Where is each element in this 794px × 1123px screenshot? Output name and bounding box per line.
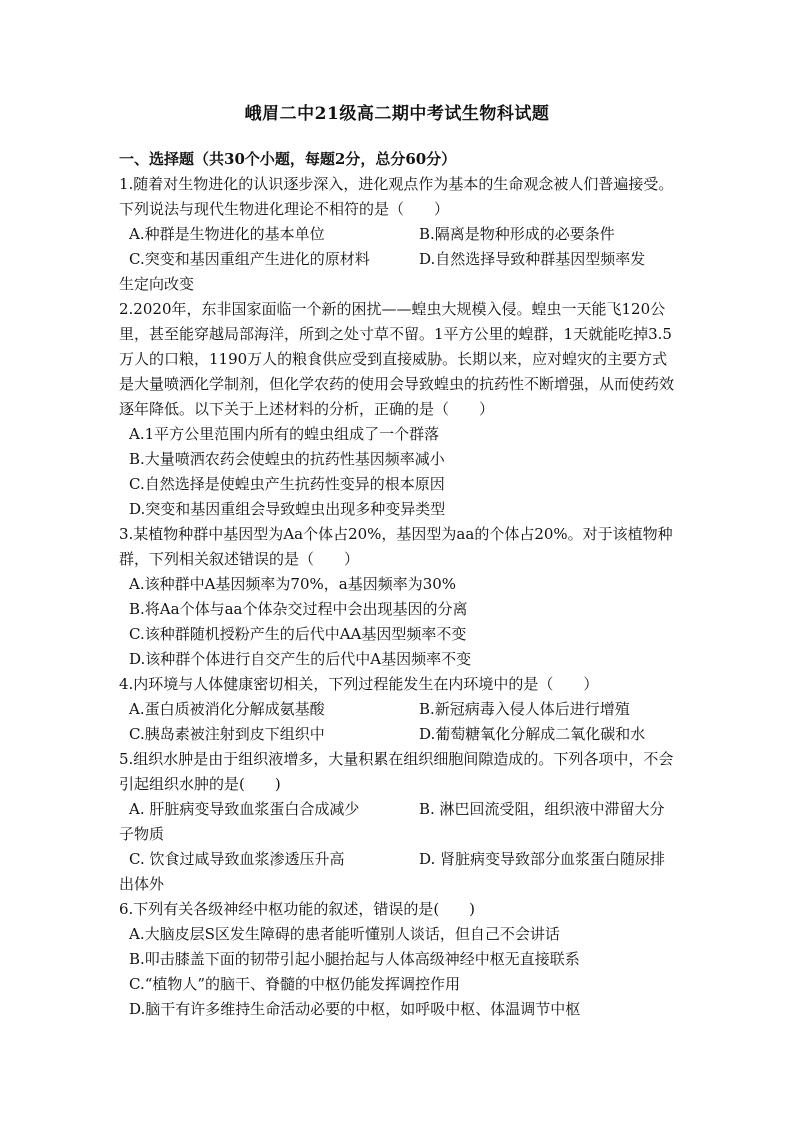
question-2-option-d: D.突变和基因重组会导致蝗虫出现多种变异类型 bbox=[129, 500, 446, 518]
page-title: 峨眉二中21级高二期中考试生物科试题 bbox=[244, 104, 550, 124]
question-6-option-c: C.“植物人”的脑干、脊髓的中枢仍能发挥调控作用 bbox=[129, 975, 461, 993]
question-1-stem: 1.随着对生物进化的认识逐步深入，进化观点作为基本的生命观念被人们普遍接受。下列说法与现代生物进化理论不相符的是（ ） bbox=[119, 175, 674, 218]
question-5-option-b-continued: 子物质 bbox=[119, 825, 165, 843]
question-4-options-row-2 bbox=[119, 722, 679, 747]
question-3-option-c: C.该种群随机授粉产生的后代中AA基因型频率不变 bbox=[129, 625, 467, 643]
question-1-option-a: A.种群是生物进化的基本单位 bbox=[129, 225, 325, 243]
question-1-options-row-1 bbox=[119, 222, 679, 247]
question-5-option-a: A. 肝脏病变导致血浆蛋白合成减少 bbox=[129, 800, 360, 818]
question-5-option-b: B. 淋巴回流受阻，组织液中滞留大分 bbox=[419, 800, 665, 818]
question-1-option-b: B.隔离是物种形成的必要条件 bbox=[419, 225, 615, 243]
question-5-options-row-1 bbox=[119, 797, 679, 822]
section-heading: 一、选择题（共30个小题，每题2分，总分60分） bbox=[119, 150, 457, 168]
question-6-option-a: A.大脑皮层S区发生障碍的患者能听懂别人谈话，但自己不会讲话 bbox=[129, 925, 560, 943]
question-2-option-a: A.1平方公里范围内所有的蝗虫组成了一个群落 bbox=[129, 425, 440, 443]
question-3-option-d: D.该种群个体进行自交产生的后代中A基因频率不变 bbox=[129, 650, 472, 668]
question-5-stem: 5.组织水肿是由于组织液增多，大量积累在组织细胞间隙造成的。下列各项中，不会引起组织水肿的是( ) bbox=[119, 750, 674, 793]
question-4-option-d: D.葡萄糖氧化分解成二氧化碳和水 bbox=[419, 725, 646, 743]
question-2-stem: 2.2020年，东非国家面临一个新的困扰——蝗虫大规模入侵。蝗虫一天能飞120公里，甚至能穿越局部海洋，所到之处寸草不留。1平方公里的蝗群，1天就能吃掉3.5万人的口粮，1190万人的粮食供应受到直接威胁。长期以来，应对蝗灾的主要方式是大量喷洒化学制剂，但化学农药的使用会导致蝗虫的抗药性不断增强，从而使药效逐年降低。以下关于上述材料的分析，正确的是（ ） bbox=[119, 300, 675, 418]
question-5-options-row-2 bbox=[119, 847, 679, 872]
question-4-option-b: B.新冠病毒入侵人体后进行增殖 bbox=[419, 700, 630, 718]
question-1-option-d-continued: 生定向改变 bbox=[119, 275, 195, 293]
question-4-options-row-1 bbox=[119, 697, 679, 722]
question-5-option-d-continued: 出体外 bbox=[119, 875, 165, 893]
question-2-option-c: C.自然选择是使蝗虫产生抗药性变异的根本原因 bbox=[129, 475, 445, 493]
question-1-options-row-2 bbox=[119, 247, 679, 272]
question-5-option-d: D. 肾脏病变导致部分血浆蛋白随尿排 bbox=[419, 850, 666, 868]
question-2-option-b: B.大量喷洒农药会使蝗虫的抗药性基因频率减小 bbox=[129, 450, 445, 468]
question-3-option-b: B.将Aa个体与aa个体杂交过程中会出现基因的分离 bbox=[129, 600, 468, 618]
question-3-option-a: A.该种群中A基因频率为70%，a基因频率为30% bbox=[129, 575, 457, 593]
question-1-option-d: D.自然选择导致种群基因型频率发 bbox=[419, 250, 646, 268]
question-4-option-a: A.蛋白质被消化分解成氨基酸 bbox=[129, 700, 325, 718]
question-4-stem: 4.内环境与人体健康密切相关，下列过程能发生在内环境中的是（ ） bbox=[119, 675, 599, 693]
question-6-option-d: D.脑干有许多维持生命活动必要的中枢，如呼吸中枢、体温调节中枢 bbox=[129, 1000, 581, 1018]
question-6-option-b: B.叩击膝盖下面的韧带引起小腿抬起与人体高级神经中枢无直接联系 bbox=[129, 950, 580, 968]
question-4-option-c: C.胰岛素被注射到皮下组织中 bbox=[129, 725, 325, 743]
question-6-stem: 6.下列有关各级神经中枢功能的叙述，错误的是( ) bbox=[119, 900, 476, 918]
question-5-option-c: C. 饮食过咸导致血浆渗透压升高 bbox=[129, 850, 345, 868]
questions bbox=[119, 172, 679, 1022]
question-3-stem: 3.某植物种群中基因型为Aa个体占20%，基因型为aa的个体占20%。对于该植物种群，下列相关叙述错误的是（ ） bbox=[119, 525, 673, 568]
question-1-option-c: C.突变和基因重组产生进化的原材料 bbox=[129, 250, 370, 268]
